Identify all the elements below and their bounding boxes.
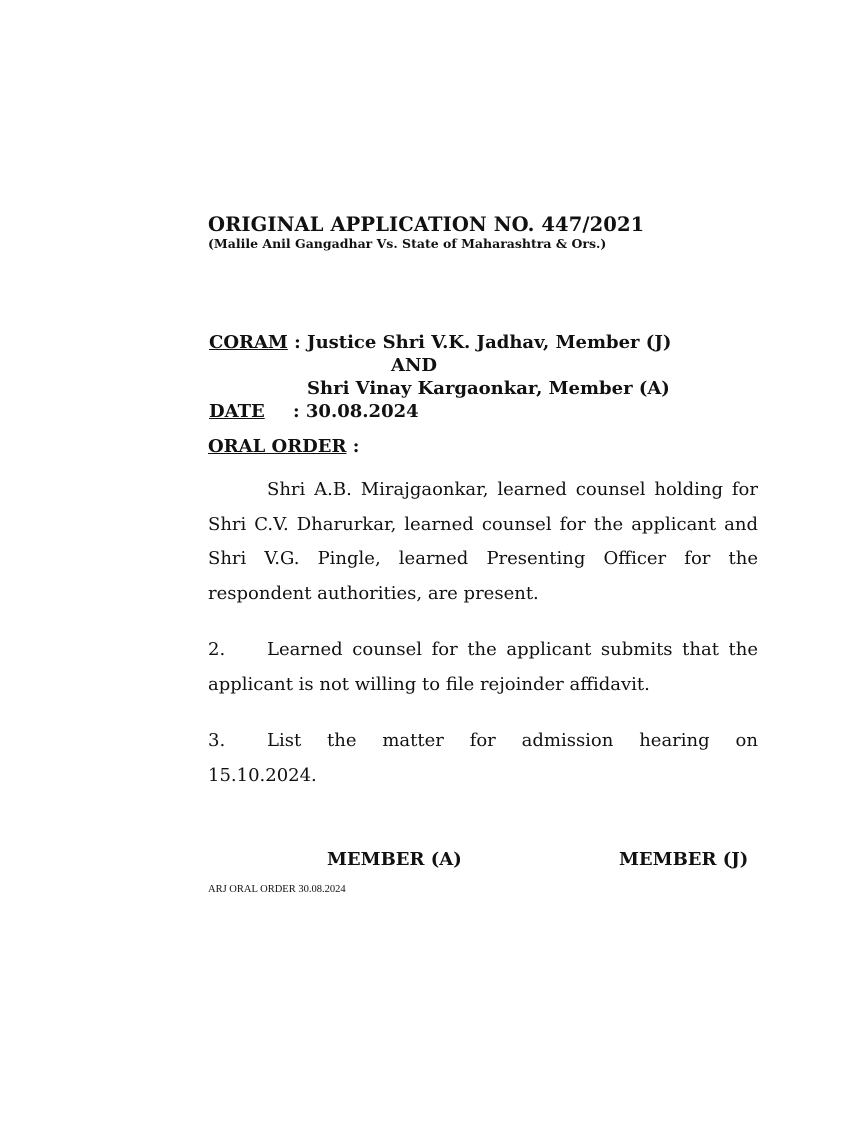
order-paragraph-2 — [208, 633, 758, 702]
coram-label: CORAM — [209, 332, 288, 353]
oral-order-suffix: : — [346, 436, 360, 457]
date-value: : 30.08.2024 — [293, 401, 419, 422]
paragraph-3-word: hearing — [639, 730, 710, 751]
case-title: ORIGINAL APPLICATION NO. 447/2021 — [208, 213, 645, 236]
coram-member-judicial: Justice Shri V.K. Jadhav, Member (J) — [307, 332, 672, 353]
paragraph-3-word: the — [327, 730, 357, 751]
signature-member-judicial: MEMBER (J) — [619, 849, 749, 870]
paragraph-3-word: matter — [382, 730, 444, 751]
oral-order-heading — [208, 436, 359, 457]
oral-order-label: ORAL ORDER — [208, 436, 347, 457]
paragraph-3-word: admission — [521, 730, 614, 751]
coram-member-administrative: Shri Vinay Kargaonkar, Member (A) — [307, 378, 670, 399]
coram-conjunction: AND — [391, 355, 438, 376]
footer-reference: ARJ ORAL ORDER 30.08.2024 — [208, 884, 346, 895]
paragraph-3-lead — [208, 724, 301, 759]
coram-separator: : — [287, 332, 308, 353]
signature-member-administrative: MEMBER (A) — [327, 849, 462, 870]
paragraph-3-first-line — [208, 724, 758, 759]
paragraph-3-number: 3. — [208, 730, 226, 751]
order-paragraph-3 — [208, 724, 758, 793]
case-parties: (Malile Anil Gangadhar Vs. State of Maharashtra & Ors.) — [208, 236, 607, 251]
paragraph-3-word: List — [267, 730, 302, 751]
paragraph-2-text: Learned counsel for the applicant submits that the applicant is not willing to file rejoinder affidavit. — [208, 639, 758, 695]
paragraph-1-text: Shri A.B. Mirajgaonkar, learned counsel holding for Shri C.V. Dharurkar, learned counsel for the applicant and Shri V.G. Pingle, learned Presenting Officer for the respondent authorities, are present. — [208, 479, 758, 604]
coram-line — [209, 332, 671, 353]
date-label: DATE — [209, 401, 265, 422]
date-line — [209, 401, 419, 422]
paragraph-3-word: on — [735, 730, 758, 751]
paragraph-3-word: for — [469, 730, 496, 751]
paragraph-3-date: 15.10.2024. — [208, 764, 317, 786]
paragraph-2-number: 2. — [208, 639, 226, 660]
order-paragraph-1 — [208, 473, 758, 611]
